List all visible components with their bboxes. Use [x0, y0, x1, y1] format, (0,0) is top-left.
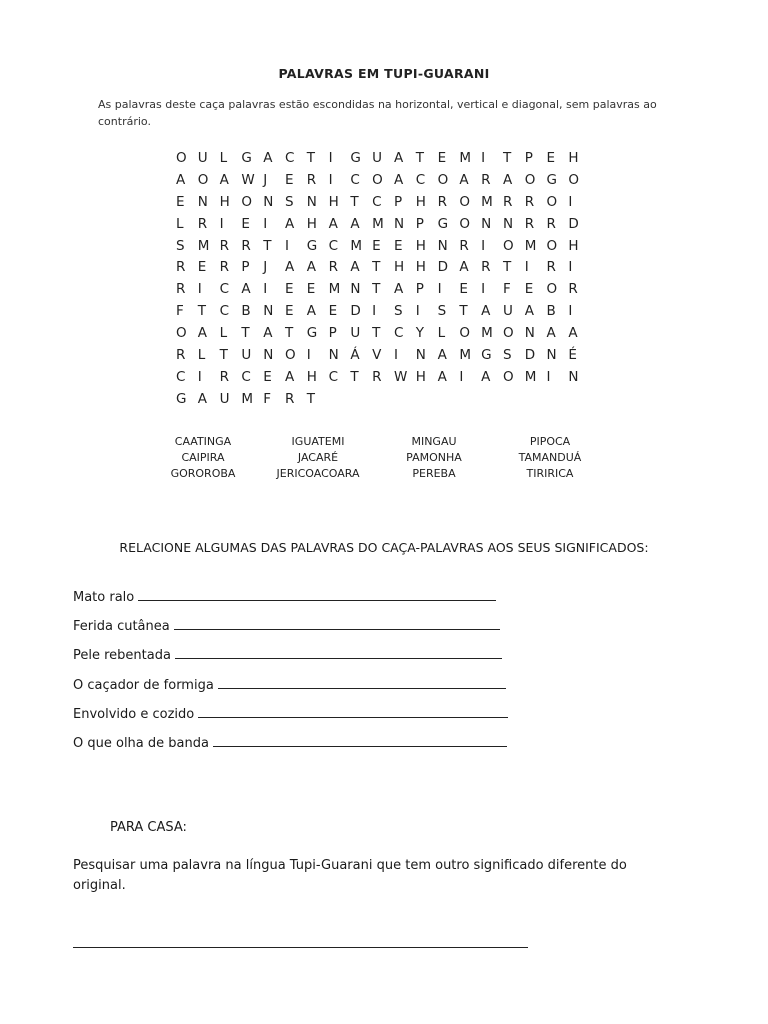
grid-letter: S: [502, 347, 512, 364]
grid-letter: R: [481, 171, 491, 188]
grid-letter: A: [284, 259, 295, 276]
grid-letter: M: [241, 390, 254, 407]
grid-letter: U: [350, 325, 361, 342]
grid-letter: A: [393, 150, 404, 166]
grid-letter: S: [284, 193, 294, 210]
grid-letter: N: [415, 347, 426, 364]
section-heading: RELACIONE ALGUMAS DAS PALAVRAS DO CAÇA-PALAVRAS AOS SEUS SIGNIFICADOS:: [119, 540, 649, 555]
grid-letter: G: [350, 150, 361, 166]
word-list-item: JACARÉ: [297, 451, 339, 464]
grid-letter: M: [328, 281, 341, 298]
grid-letter: M: [372, 215, 384, 232]
homework-label: PARA CASA:: [110, 820, 187, 835]
grid-letter: T: [502, 150, 512, 166]
grid-letter: I: [197, 368, 202, 385]
grid-letter: P: [328, 325, 337, 342]
grid-letter: N: [306, 193, 317, 210]
grid-letter: R: [502, 193, 513, 210]
grid-letter: C: [328, 237, 339, 254]
grid-letter: I: [372, 303, 377, 320]
grid-letter: R: [219, 259, 229, 276]
grid-letter: I: [306, 347, 311, 364]
grid-letter: D: [350, 303, 361, 320]
grid-letter: F: [502, 281, 511, 298]
grid-letter: A: [437, 347, 447, 364]
grid-letter: P: [415, 215, 424, 232]
word-list-column: [258, 434, 378, 482]
grid-letter: L: [176, 215, 184, 232]
answer-blank[interactable]: [198, 705, 508, 718]
grid-letter: R: [437, 193, 447, 210]
grid-letter: A: [328, 215, 338, 232]
grid-letter: F: [176, 303, 184, 320]
grid-letter: T: [459, 303, 468, 320]
grid-letter: I: [328, 171, 333, 188]
grid-letter: A: [241, 281, 251, 298]
grid-letter: L: [219, 150, 228, 166]
grid-letter: I: [568, 259, 573, 276]
grid-letter: B: [241, 303, 251, 320]
grid-letter: N: [197, 193, 208, 210]
question-row: [73, 734, 507, 751]
grid-letter: M: [197, 237, 210, 254]
grid-letter: F: [263, 390, 271, 407]
grid-letter: G: [437, 215, 449, 232]
grid-letter: O: [546, 237, 558, 254]
page-title: PALAVRAS EM TUPI-GUARANI: [278, 66, 490, 81]
grid-letter: J: [263, 259, 268, 276]
question-label: O que olha de banda: [73, 736, 209, 751]
grid-letter: I: [437, 281, 442, 298]
word-list-item: JERICOACOARA: [276, 467, 360, 480]
grid-letter: I: [459, 368, 464, 385]
grid-letter: I: [393, 347, 398, 364]
word-list-item: PEREBA: [412, 467, 456, 480]
grid-letter: A: [263, 150, 273, 166]
grid-letter: T: [502, 259, 512, 276]
grid-letter: C: [372, 193, 382, 210]
grid-letter: A: [197, 325, 208, 342]
grid-letter: T: [306, 150, 316, 166]
grid-letter: T: [372, 281, 381, 298]
grid-letter: I: [481, 150, 486, 166]
question-row: [73, 646, 502, 663]
grid-letter: I: [219, 215, 224, 232]
grid-letter: C: [241, 368, 251, 385]
word-list-item: TIRIRICA: [526, 467, 574, 480]
grid-letter: O: [568, 171, 579, 188]
grid-letter: R: [524, 215, 535, 232]
grid-letter: O: [502, 237, 514, 254]
grid-letter: R: [524, 193, 535, 210]
word-search-grid: [173, 148, 587, 411]
grid-letter: N: [263, 347, 274, 364]
grid-letter: M: [481, 325, 493, 342]
grid-letter: G: [241, 150, 252, 166]
grid-letter: T: [219, 347, 228, 364]
grid-letter: R: [284, 390, 295, 407]
grid-letter: O: [372, 171, 383, 188]
answer-blank[interactable]: [218, 676, 506, 689]
grid-letter: E: [284, 171, 294, 188]
grid-letter: H: [568, 237, 579, 254]
grid-letter: P: [524, 150, 533, 166]
grid-letter: R: [176, 281, 186, 298]
grid-letter: H: [415, 193, 426, 210]
grid-letter: E: [263, 368, 272, 385]
grid-letter: B: [546, 303, 556, 320]
grid-letter: O: [176, 150, 187, 166]
grid-letter: R: [306, 171, 317, 188]
grid-letter: O: [437, 171, 449, 188]
grid-letter: A: [437, 368, 447, 385]
grid-letter: O: [284, 347, 296, 364]
grid-letter: I: [197, 281, 202, 298]
grid-letter: C: [415, 171, 426, 188]
grid-letter: A: [350, 259, 360, 276]
grid-letter: E: [284, 303, 294, 320]
grid-letter: T: [372, 259, 381, 276]
grid-letter: R: [219, 237, 229, 254]
grid-letter: L: [437, 325, 446, 342]
grid-letter: H: [415, 259, 426, 276]
answer-blank[interactable]: [138, 588, 496, 601]
word-list-item: PIPOCA: [529, 435, 571, 448]
grid-letter: H: [328, 193, 339, 210]
grid-letter: C: [328, 368, 339, 385]
grid-letter: P: [241, 259, 250, 276]
grid-letter: E: [372, 237, 381, 254]
grid-letter: A: [568, 325, 578, 342]
grid-letter: U: [219, 390, 230, 407]
grid-letter: N: [502, 215, 514, 232]
grid-letter: E: [284, 281, 294, 298]
word-list-item: IGUATEMI: [291, 435, 345, 448]
grid-letter: L: [219, 325, 228, 342]
grid-letter: S: [393, 303, 403, 320]
word-list-column: [143, 434, 263, 482]
grid-letter: A: [393, 171, 404, 188]
grid-letter: I: [568, 193, 573, 210]
grid-letter: D: [568, 215, 579, 232]
grid-letter: C: [219, 303, 230, 320]
grid-letter: A: [524, 303, 534, 320]
grid-letter: I: [328, 150, 333, 166]
grid-letter: H: [415, 368, 426, 385]
grid-letter: N: [263, 303, 274, 320]
grid-letter: A: [481, 368, 491, 385]
grid-letter: N: [524, 325, 535, 342]
grid-letter: É: [568, 347, 577, 364]
grid-letter: E: [546, 150, 556, 166]
grid-letter: U: [241, 347, 252, 364]
grid-letter: O: [459, 325, 470, 342]
grid-letter: I: [481, 281, 486, 298]
grid-letter: C: [393, 325, 404, 342]
word-list-item: MINGAU: [411, 435, 457, 448]
word-list-item: GOROROBA: [170, 467, 236, 480]
grid-letter: O: [197, 171, 209, 188]
grid-letter: G: [306, 325, 318, 342]
grid-letter: A: [459, 259, 469, 276]
grid-letter: E: [393, 237, 403, 254]
grid-letter: H: [306, 368, 317, 385]
grid-letter: I: [568, 303, 573, 320]
grid-letter: H: [219, 193, 230, 210]
grid-letter: T: [241, 325, 250, 342]
homework-text: Pesquisar uma palavra na língua Tupi-Guarani que tem outro significado diferente do original.: [73, 858, 627, 893]
grid-letter: O: [502, 368, 514, 385]
homework-answer-line[interactable]: [73, 947, 528, 948]
grid-letter: N: [350, 281, 361, 298]
grid-letter: U: [372, 150, 383, 166]
question-label: Pele rebentada: [73, 648, 171, 663]
grid-letter: R: [241, 237, 251, 254]
grid-letter: R: [481, 259, 491, 276]
grid-letter: E: [197, 259, 207, 276]
grid-letter: A: [306, 259, 317, 276]
grid-letter: I: [263, 281, 268, 298]
grid-letter: O: [524, 171, 536, 188]
word-list-item: TAMANDUÁ: [518, 451, 582, 464]
grid-letter: W: [393, 368, 408, 385]
instructions-text: As palavras deste caça palavras estão escondidas na horizontal, vertical e diagonal, sem palavras ao contrário.: [98, 98, 657, 128]
question-row: [73, 705, 508, 722]
grid-letter: I: [284, 237, 289, 254]
grid-letter: C: [350, 171, 360, 188]
grid-letter: T: [306, 390, 316, 407]
grid-letter: E: [306, 281, 316, 298]
grid-letter: O: [546, 193, 558, 210]
grid-letter: T: [350, 193, 359, 210]
word-list-column: [490, 434, 610, 482]
grid-letter: L: [197, 347, 206, 364]
grid-letter: I: [524, 259, 529, 276]
grid-letter: O: [502, 325, 514, 342]
word-list-column: [374, 434, 494, 482]
grid-letter: E: [176, 193, 185, 210]
question-label: O caçador de formiga: [73, 678, 214, 693]
grid-letter: R: [546, 215, 556, 232]
grid-letter: I: [481, 237, 486, 254]
grid-letter: R: [372, 368, 382, 385]
grid-letter: R: [546, 259, 556, 276]
grid-letter: N: [481, 215, 492, 232]
grid-letter: O: [176, 325, 187, 342]
grid-letter: A: [306, 303, 317, 320]
grid-letter: R: [219, 368, 229, 385]
grid-letter: A: [284, 215, 295, 232]
grid-letter: D: [524, 347, 536, 364]
grid-letter: V: [372, 347, 382, 364]
grid-letter: N: [546, 347, 557, 364]
grid-letter: W: [241, 171, 255, 188]
grid-letter: E: [437, 150, 447, 166]
grid-letter: C: [219, 281, 230, 298]
grid-letter: I: [546, 368, 551, 385]
grid-letter: E: [241, 215, 250, 232]
grid-letter: T: [197, 303, 207, 320]
grid-letter: N: [263, 193, 274, 210]
grid-letter: U: [197, 150, 208, 166]
grid-letter: A: [263, 325, 273, 342]
grid-letter: I: [415, 303, 420, 320]
grid-letter: I: [263, 215, 268, 232]
grid-letter: A: [481, 303, 491, 320]
grid-letter: A: [459, 171, 469, 188]
grid-letter: D: [437, 259, 448, 276]
grid-letter: A: [350, 215, 360, 232]
answer-blank[interactable]: [174, 617, 500, 630]
grid-letter: H: [393, 259, 405, 276]
question-label: Mato ralo: [73, 590, 135, 605]
grid-letter: H: [568, 150, 579, 166]
grid-letter: A: [176, 171, 186, 188]
grid-letter: J: [263, 171, 268, 188]
grid-letter: O: [459, 215, 470, 232]
question-row: [73, 676, 506, 693]
grid-letter: A: [284, 368, 295, 385]
grid-letter: Y: [415, 325, 425, 342]
grid-letter: A: [197, 390, 208, 407]
grid-letter: N: [568, 368, 579, 385]
answer-blank[interactable]: [213, 734, 507, 747]
grid-letter: M: [459, 347, 472, 364]
grid-letter: C: [284, 150, 295, 166]
grid-letter: T: [372, 325, 381, 342]
grid-letter: R: [459, 237, 469, 254]
grid-letter: O: [546, 281, 558, 298]
grid-letter: Á: [350, 347, 360, 364]
grid-letter: M: [350, 237, 363, 254]
grid-letter: P: [415, 281, 424, 298]
grid-letter: M: [524, 237, 537, 254]
grid-letter: T: [263, 237, 272, 254]
grid-letter: N: [328, 347, 339, 364]
grid-letter: U: [502, 303, 513, 320]
word-list-item: CAATINGA: [174, 435, 232, 448]
word-list-item: CAIPIRA: [181, 451, 225, 464]
grid-letter: H: [306, 215, 317, 232]
word-list-item: PAMONHA: [406, 451, 462, 464]
grid-letter: G: [481, 347, 492, 364]
grid-letter: R: [568, 281, 578, 298]
grid-letter: A: [393, 281, 404, 298]
grid-letter: R: [176, 347, 186, 364]
grid-letter: M: [459, 150, 472, 166]
grid-letter: P: [393, 193, 403, 210]
grid-letter: R: [197, 215, 208, 232]
grid-letter: N: [437, 237, 448, 254]
grid-letter: G: [546, 171, 558, 188]
question-row: [73, 588, 496, 605]
question-label: Envolvido e cozido: [73, 707, 195, 722]
grid-letter: S: [176, 237, 185, 254]
grid-letter: T: [284, 325, 294, 342]
grid-letter: O: [459, 193, 470, 210]
grid-letter: T: [350, 368, 359, 385]
grid-letter: E: [524, 281, 534, 298]
question-label: Ferida cutânea: [73, 619, 170, 634]
grid-letter: M: [481, 193, 493, 210]
grid-letter: M: [524, 368, 537, 385]
grid-letter: N: [393, 215, 405, 232]
grid-letter: T: [415, 150, 425, 166]
grid-letter: A: [502, 171, 513, 188]
grid-letter: H: [415, 237, 426, 254]
grid-letter: G: [306, 237, 318, 254]
grid-letter: A: [219, 171, 229, 188]
question-row: [73, 617, 500, 634]
grid-letter: E: [328, 303, 338, 320]
grid-letter: A: [546, 325, 556, 342]
answer-blank[interactable]: [175, 646, 502, 659]
grid-letter: R: [176, 259, 186, 276]
grid-letter: G: [176, 390, 187, 407]
grid-letter: O: [241, 193, 253, 210]
grid-letter: C: [176, 368, 186, 385]
grid-letter: S: [437, 303, 447, 320]
grid-letter: E: [459, 281, 468, 298]
grid-letter: R: [328, 259, 338, 276]
